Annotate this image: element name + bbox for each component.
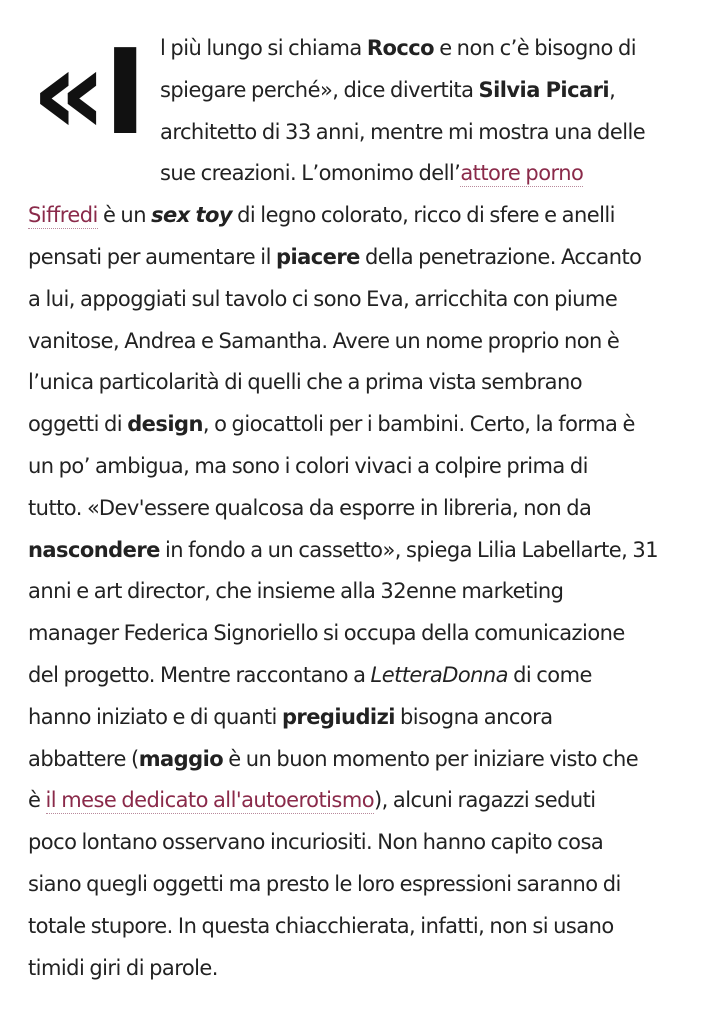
text-run: anni e art director, che insieme alla 32enne marketing (28, 579, 564, 604)
text-line (28, 655, 698, 697)
link-mese-autoerotismo[interactable]: il mese dedicato all'autoerotismo (45, 788, 375, 813)
term-piacere: piacere (276, 244, 360, 269)
text-line (28, 780, 698, 822)
text-run: è un (97, 203, 152, 228)
text-run: siano quegli oggetti ma presto le loro espressioni saranno di (28, 871, 621, 896)
term-maggio: maggio (138, 746, 224, 771)
text-line (28, 446, 698, 488)
name-silvia-picari: Silvia Picari (478, 77, 610, 102)
text-run: manager Federica Signoriello si occupa della comunicazione (28, 621, 625, 646)
term-nascondere: nascondere (28, 537, 160, 562)
text-line (28, 948, 698, 990)
text-run: in fondo a un cassetto», spiega Lilia Labellarte, 31 (159, 537, 659, 562)
text-run: , (609, 77, 616, 102)
text-run: e non c’è bisogno di (434, 36, 637, 60)
term-sex-toy: sex toy (151, 203, 232, 228)
text-run: oggetti di (28, 412, 128, 437)
text-run: abbattere ( (28, 746, 139, 771)
term-design: design (127, 412, 203, 437)
text-line (28, 195, 698, 237)
text-line (28, 488, 698, 530)
text-run: di come (507, 662, 592, 687)
text-run: pensati per aumentare il (28, 244, 277, 269)
text-line (28, 822, 698, 864)
text-run: sue creazioni. L’omonimo dell’ (160, 161, 461, 186)
term-pregiudizi: pregiudizi (281, 704, 395, 729)
article-paragraph (28, 23, 698, 989)
text-run: architetto di 33 anni, mentre mi mostra una delle (160, 119, 646, 144)
text-run: è un buon momento per iniziare visto che (223, 746, 639, 771)
text-run: , o giocattoli per i bambini. Certo, la forma è (202, 412, 635, 437)
text-run: l’unica particolarità di quelli che a prima vista sembrano (28, 370, 583, 395)
text-line (28, 906, 698, 948)
text-run: timidi giri di parole. (28, 955, 218, 980)
text-run: della penetrazione. Accanto (359, 244, 642, 269)
text-run: bisogna ancora (394, 704, 553, 729)
publication-letteradonna: LetteraDonna (370, 662, 508, 687)
text-run: è (28, 788, 46, 813)
text-line (28, 739, 698, 781)
text-line (28, 571, 698, 613)
text-run: del progetto. Mentre raccontano a (28, 662, 371, 687)
text-run: spiegare perché», dice divertita (160, 77, 479, 102)
text-run: vanitose, Andrea e Samantha. Avere un nome proprio non è (28, 328, 620, 353)
text-line (28, 530, 698, 572)
text-run: di legno colorato, ricco di sfere e anelli (231, 203, 615, 228)
text-line (28, 279, 698, 321)
text-run: poco lontano osservano incuriositi. Non hanno capito cosa (28, 830, 604, 855)
text-line (28, 362, 698, 404)
text-line (28, 613, 698, 655)
text-line (28, 321, 698, 363)
text-run: a lui, appoggiati sul tavolo ci sono Eva, arricchita con piume (28, 286, 618, 311)
article-body (28, 23, 698, 989)
text-run: totale stupore. In questa chiacchierata, infatti, non si usano (28, 913, 614, 938)
name-rocco: Rocco (366, 36, 435, 60)
link-attore-porno-siffredi-part1[interactable]: attore porno (460, 161, 584, 186)
text-line (28, 404, 698, 446)
drop-cap: «I (31, 23, 144, 161)
text-run: tutto. «Dev'essere qualcosa da esporre in libreria, non da (28, 495, 592, 520)
text-line (28, 864, 698, 906)
text-run: hanno iniziato e di quanti (28, 704, 282, 729)
link-attore-porno-siffredi-part2[interactable]: Siffredi (28, 203, 98, 228)
text-line (28, 697, 698, 739)
text-line (28, 237, 698, 279)
text-run: l più lungo si chiama (160, 36, 367, 60)
text-run: ), alcuni ragazzi seduti (374, 788, 596, 813)
text-run: un po’ ambigua, ma sono i colori vivaci a colpire prima di (28, 453, 588, 478)
